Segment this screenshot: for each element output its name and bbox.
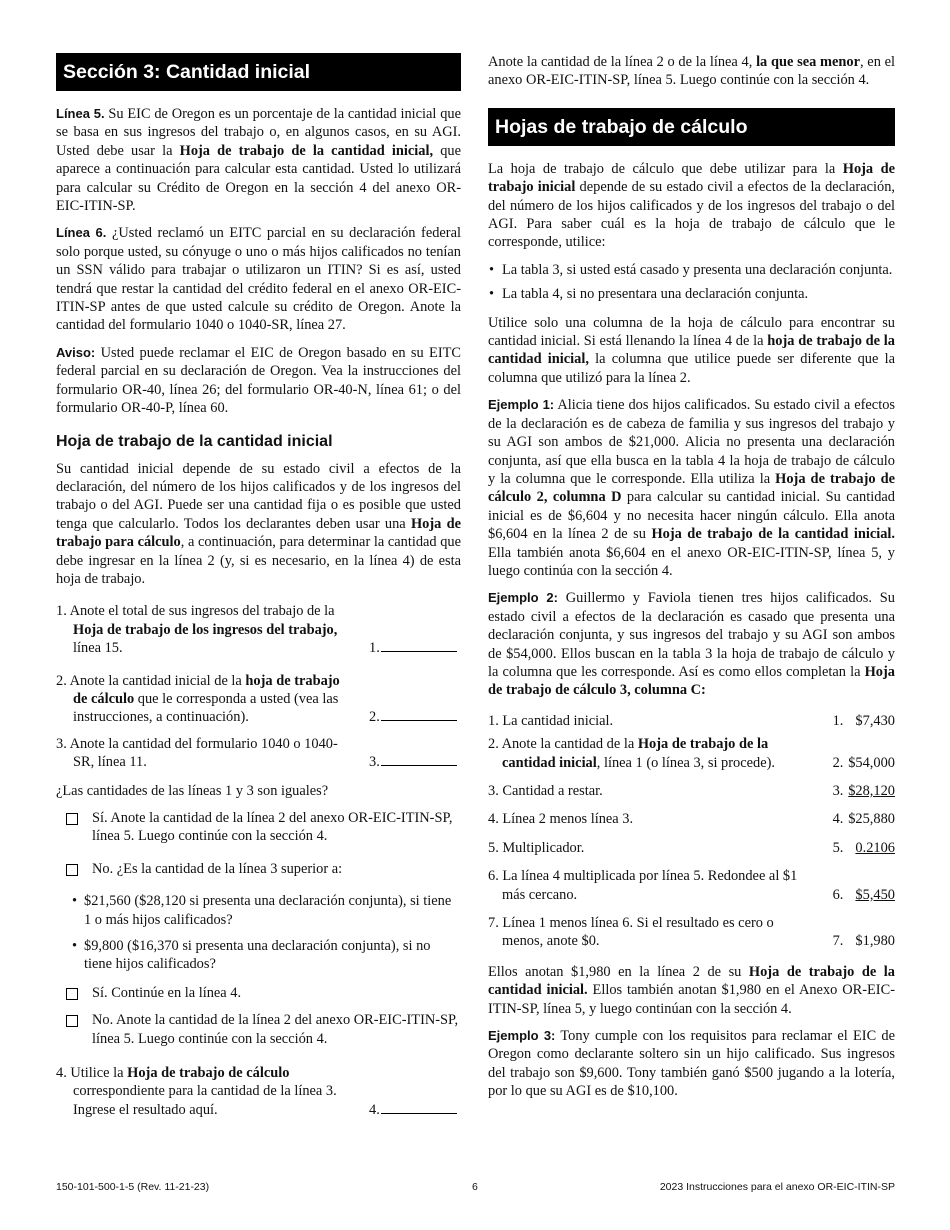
linea-6-paragraph [56, 224, 461, 334]
checkbox-no-b-row [66, 1011, 461, 1048]
text: , línea 1 (o línea 3, si procede). [596, 754, 775, 771]
line-number: 2. [369, 709, 380, 726]
text: Su EIC de Oregon es un porcentaje de la cantidad inicial que se basa en sus ingresos del trabajo o, en algunos casos, en su AGI. Usted debe usar la [56, 106, 461, 159]
text: , a continuación, para determinar la cantidad que debe ingresar en la línea 2 (y, si es necesario, en la línea 4) de esta hoja de trabajo. [56, 534, 461, 587]
bullet-item: • La tabla 3, si usted está casado y presenta una declaración conjunta. [488, 261, 895, 279]
text: la columna que utilice puede ser diferente que la columna que utilizó para la línea 2. [488, 351, 895, 386]
line-number: 7. [832, 933, 844, 950]
linea-5-paragraph [56, 105, 461, 215]
example-value [833, 782, 895, 800]
checkbox-si-b-row [66, 984, 461, 1002]
footer-title: 2023 Instrucciones para el anexo OR-EIC-ITIN-SP [659, 1181, 895, 1193]
ejemplo-1-paragraph [488, 396, 895, 580]
text: Tony cumple con los requisitos para reclamar el EIC de Oregon como declarante soltero sin un hijo calificado. Sus ingresos del trabajo son $9,600. Tony también ganó $500 jugando a la lotería, por lo que su AGI es de $10,100. [488, 1028, 895, 1100]
text: 3. Anote la cantidad del formulario 1040 o 1040-SR, línea 11. [56, 735, 338, 771]
example-line-4 [488, 810, 895, 828]
text: para calcular su cantidad inicial. Su cantidad inicial es de $6,604 y no necesita hacer ningún cálculo. Ella anota $6,604 en la línea 2 de su [488, 489, 895, 543]
ejemplo-2-paragraph [488, 589, 895, 699]
text: 3. Cantidad a restar. [488, 783, 603, 799]
example-value [833, 932, 895, 950]
hoja-inicial-heading: Hoja de trabajo de la cantidad inicial [56, 432, 333, 450]
bold-text: Hoja de trabajo de la cantidad inicial. [488, 963, 895, 999]
text: 6. La línea 4 multiplicada por línea 5. Redondee al $1 más cercano. [488, 868, 798, 903]
worksheet-line-3 [56, 735, 461, 772]
example-value [833, 754, 895, 772]
line-number: 2. [832, 754, 844, 771]
aviso-label: Aviso: [56, 344, 96, 360]
example-value [833, 810, 895, 828]
text: Usted puede reclamar el EIC de Oregon basado en su EITC federal parcial en su declaración de Oregon. Vea la instrucciones del formulario OR-40, línea 26; del formulario OR-40-N, línea 61; o del formulario OR-40-P, línea 60. [56, 344, 461, 417]
text: depende de su estado civil a efectos de la declaración, del número de los hijos calificados y de los ingresos del trabajo o del AGI. Para saber cuál es la hoja de trabajo de cálculo que le corresponde, utilice: [488, 179, 895, 251]
text: 2. Anote la cantidad inicial de la [56, 672, 246, 689]
example-line-1 [488, 712, 895, 730]
text: 4. Línea 2 menos línea 3. [488, 811, 634, 828]
worksheet-line-2 [56, 672, 461, 727]
line-number: 4. [369, 1101, 380, 1118]
bold-text: Hoja de trabajo de cálculo 3, columna C: [488, 663, 895, 699]
text: que le corresponda a usted (vea las instrucciones, a continuación). [73, 690, 339, 726]
ejemplo-2-after-paragraph [488, 963, 895, 1018]
hoja-intro-paragraph [56, 460, 461, 589]
example-line-3 [488, 782, 895, 800]
example-worksheet [488, 712, 895, 951]
hojas-intro-paragraph [488, 160, 895, 252]
bold-text: Hoja de trabajo de cálculo [127, 1065, 290, 1082]
text: Alicia tiene dos hijos calificados. Su estado civil a efectos de la declaración es de cabeza de familia y sus ingresos del trabajo y su AGI son ambos de $21,000. Alicia no presenta una declaración conjunta, así que ella busca en la tabla 4 la hoja de trabajo de cálculo y la columna que le corresponde. Ella utiliza la [488, 397, 895, 487]
amount: $7,430 [855, 712, 895, 729]
linea-5-label: Línea 5. [56, 106, 105, 121]
bold-text: Hoja de trabajo de la cantidad inicial, [179, 142, 434, 159]
hojas-calculo-heading: Hojas de trabajo de cálculo [488, 108, 895, 146]
line-number: 1. [832, 712, 844, 729]
amount: $5,450 [855, 886, 895, 903]
checkbox-si-row [66, 809, 461, 846]
checkbox-si[interactable] [66, 813, 78, 825]
amount: $54,000 [848, 754, 895, 771]
bold-text: Hoja de trabajo de la cantidad inicial. [651, 526, 895, 543]
text: línea 15. [73, 640, 123, 657]
text: Utilice solo una columna de la hoja de cálculo para encontrar su cantidad inicial. Si está llenando la línea 4 de la [488, 314, 895, 350]
line-number: 1. [369, 640, 380, 657]
top-paragraph [488, 53, 895, 90]
text: No. Anote la cantidad de la línea 2 del anexo OR-EIC-ITIN-SP, línea 5. Luego continúe con la sección 4. [92, 1012, 459, 1047]
bold-text: Hoja de trabajo de los ingresos del trabajo, [73, 621, 338, 638]
example-value [833, 839, 895, 857]
amount: 0.2106 [855, 839, 895, 856]
worksheet-line-4 [56, 1064, 461, 1119]
example-line-7 [488, 914, 895, 951]
bold-text: la que sea menor [756, 54, 860, 70]
amount: $28,120 [848, 783, 895, 799]
text: Ellos también anotan $1,980 en el Anexo OR-EIC-ITIN-SP, línea 5, y luego continúan con la sección 4. [488, 982, 895, 1017]
text: Ellos anotan $1,980 en la línea 2 de su [488, 963, 749, 980]
footer-page-number: 6 [472, 1181, 478, 1193]
text: correspondiente para la cantidad de la línea 3. Ingrese el resultado aquí. [73, 1083, 337, 1118]
text: Sí. Anote la cantidad de la línea 2 del anexo OR-EIC-ITIN-SP, [92, 810, 453, 826]
section-3-heading: Sección 3: Cantidad inicial [56, 53, 461, 91]
checkbox-no-row [66, 860, 461, 878]
text: , en el anexo OR-EIC-ITIN-SP, línea 5. Luego continúe con la sección 4. [488, 54, 896, 89]
line-number: 3. [832, 783, 844, 799]
linea-6-label: Línea 6. [56, 225, 107, 241]
bold-text: Hoja de trabajo de cálculo 2, columna D [488, 470, 895, 506]
bullet-item: • $9,800 ($16,370 si presenta una declaración conjunta), si no tiene hijos calificados? [72, 937, 461, 974]
footer-form-id: 150-101-500-1-5 (Rev. 11-21-23) [56, 1181, 210, 1193]
example-line-5 [488, 839, 895, 857]
text: 7. Línea 1 menos línea 6. Si el resultado es cero o menos, anote $0. [488, 915, 774, 950]
text: línea 5. Luego continúe con la sección 4. [92, 828, 328, 845]
text: Ella también anota $6,604 en el anexo OR-EIC-ITIN-SP, línea 5, y luego continúa con la sección 4. [488, 544, 895, 579]
bullet-item: • La tabla 4, si no presentara una declaración conjunta. [488, 285, 895, 303]
text: que aparece a continuación para calcular esta cantidad. Usted lo utilizará para calcular su Crédito de Oregon en la sección 4 del anexo OR-EIC-ITIN-SP. [56, 142, 461, 215]
text: 1. La cantidad inicial. [488, 712, 614, 729]
bold-text: hoja de trabajo de cálculo [73, 672, 340, 707]
ejemplo-1-label: Ejemplo 1: [488, 397, 555, 413]
text: Su cantidad inicial depende de su estado civil a efectos de la declaración, del número de los hijos calificados y de los ingresos del trabajo o del AGI. Puede ser una cantidad fija o es posible que usted tenga que calcularlo. Todos los declarantes deben usar una [56, 460, 461, 532]
text: ¿Usted reclamó un EITC parcial en su declaración federal solo porque usted, su cónyuge o uno o más hijos calificados no tenían un SSN válido para trabajar o utilizaron un ITIN? Si es así, usted tendrá que restar la cantidad del crédito federal en el anexo OR-EIC-ITIN-SP antes de que usted calcule su crédito de Oregon. Anote la cantidad del formulario 1040 o 1040-SR, línea 27. [56, 225, 461, 334]
line-number: 4. [832, 811, 844, 828]
amount: $25,880 [848, 811, 895, 828]
left-column [56, 53, 461, 1127]
example-value [833, 886, 895, 904]
example-value [833, 712, 895, 730]
line-number: 6. [832, 886, 844, 903]
text: No. ¿Es la cantidad de la línea 3 superior a: [92, 860, 343, 877]
checkbox-no[interactable] [66, 864, 78, 876]
text: Guillermo y Faviola tienen tres hijos calificados. Su estado civil a efectos de la declaración es casado que presenta una declaración conjunta, y sus ingresos del trabajo y su AGI son ambos de $54,000. Ellos buscan en la tabla 3 la hoja de trabajo de cálculo y la columna que les corresponde. Así es como ellos completan la [488, 590, 895, 680]
amount: $1,980 [855, 933, 895, 950]
worksheet-line-1 [56, 602, 461, 657]
entry-field-1[interactable] [381, 637, 457, 652]
bold-text: hoja de trabajo de la cantidad inicial, [488, 333, 895, 368]
checkbox-si-b[interactable] [66, 988, 78, 1000]
checkbox-no-b[interactable] [66, 1015, 78, 1027]
aviso-paragraph [56, 344, 461, 418]
text: La hoja de trabajo de cálculo que debe utilizar para la [488, 160, 843, 177]
text: Sí. Continúe en la línea 4. [92, 984, 242, 1001]
example-line-2 [488, 735, 895, 772]
ejemplo-3-label: Ejemplo 3: [488, 1028, 556, 1044]
question-text: ¿Las cantidades de las líneas 1 y 3 son iguales? [56, 782, 329, 799]
line-number: 5. [832, 839, 844, 856]
bold-text: Hoja de trabajo de la cantidad inicial [502, 736, 769, 771]
text: Anote la cantidad de la línea 2 o de la línea 4, [488, 54, 757, 70]
text: 1. Anote el total de sus ingresos del trabajo de la [56, 603, 335, 620]
right-column [488, 53, 895, 1110]
text: 4. Utilice la [56, 1065, 128, 1082]
bold-text: Hoja de trabajo inicial [488, 160, 895, 196]
text: 2. Anote la cantidad de la [488, 736, 638, 753]
example-line-6 [488, 867, 895, 904]
ejemplo-3-paragraph [488, 1027, 895, 1101]
bullet-item: • $21,560 ($28,120 si presenta una declaración conjunta), si tiene 1 o más hijos calificados? [72, 892, 461, 929]
text: 5. Multiplicador. [488, 839, 585, 856]
bold-text: Hoja de trabajo para cálculo [56, 515, 461, 551]
entry-field-3[interactable] [381, 751, 457, 766]
ejemplo-2-label: Ejemplo 2: [488, 590, 558, 606]
line-number: 3. [369, 754, 380, 771]
entry-field-4[interactable] [381, 1099, 457, 1114]
utilice-paragraph [488, 314, 895, 388]
entry-field-2[interactable] [381, 706, 457, 721]
